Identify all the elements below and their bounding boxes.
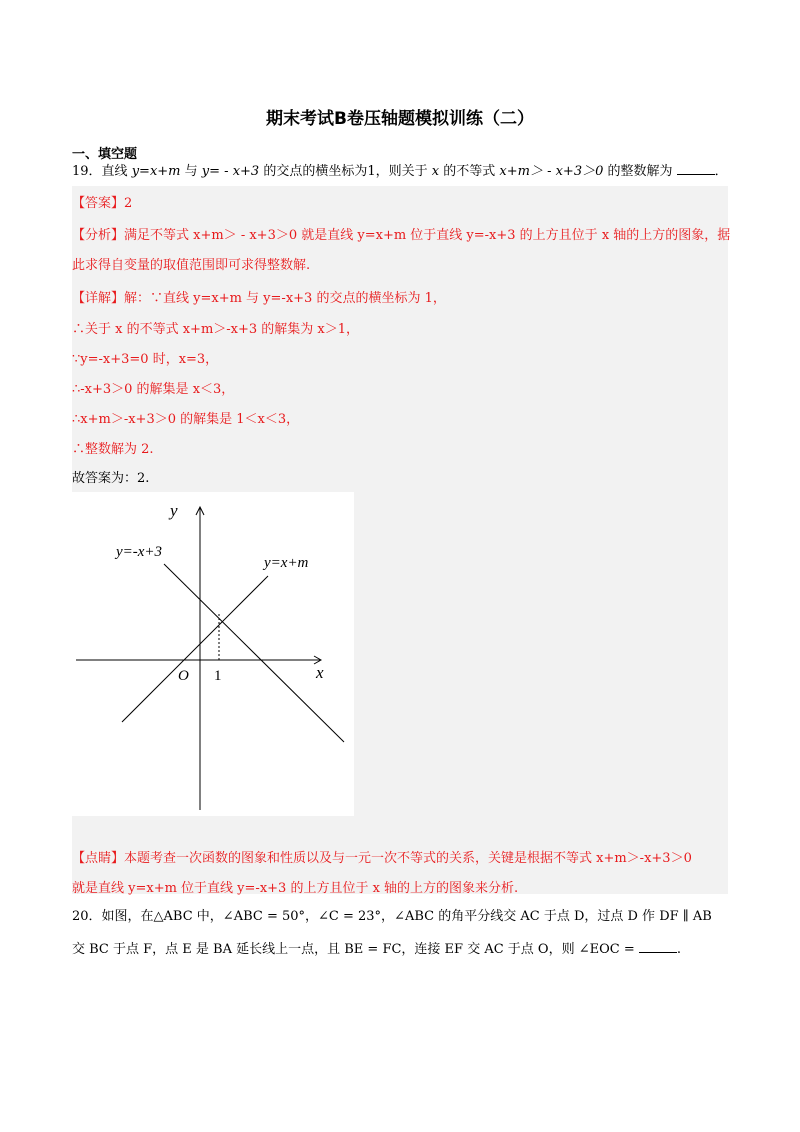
detail-line-2: ∴关于 x 的不等式 x+m＞-x+3 的解集为 x＞1， [72,322,360,337]
page-title: 期末考试B卷压轴题模拟训练（二） [266,109,534,129]
origin-label: O [178,668,189,684]
x-axis-label: x [316,663,324,682]
question-20-line-1: 20．如图，在△ABC 中，∠ABC = 50°，∠C = 23°，∠ABC 的角平分线交 AC 于点 D，过点 D 作 DF ∥ AB [72,909,712,924]
analysis-line-1: 【分析】满足不等式 x+m＞ - x+3＞0 就是直线 y=x+m 位于直线 y=-x+3 的上方且位于 x 轴的上方的图象，据 [72,228,731,243]
analysis-line-2: 此求得自变量的取值范围即可求得整数解. [72,258,311,273]
answer-blank[interactable] [677,162,715,175]
line-y-x-plus-m [122,576,268,722]
question-20-line-2: 交 BC 于点 F，点 E 是 BA 延长线上一点，且 BE = FC，连接 EF 交 AC 于点 O，则 ∠EOC = . [72,942,682,957]
line-label-pos: y=x+m [264,555,309,571]
line-label-neg: y=-x+3 [116,544,163,560]
graph-figure [72,492,354,816]
question-number: 19． [72,164,102,179]
section-heading: 一、填空题 [72,147,138,162]
comment-line-2: 就是直线 y=x+m 位于直线 y=-x+3 的上方且位于 x 轴的上方的图象来分析. [72,881,519,896]
detail-line-6: ∴整数解为 2. [72,442,154,457]
answer-line: 【答案】2 [72,196,133,211]
answer-blank-20[interactable] [639,940,677,953]
comment-line-1: 【点睛】本题考查一次函数的图象和性质以及与一元一次不等式的关系，关键是根据不等式 x+m＞-x+3＞0 [72,851,692,866]
detail-line-5: ∴x+m＞-x+3＞0 的解集是 1＜x＜3， [72,412,300,427]
detail-line-4: ∴-x+3＞0 的解集是 x＜3， [72,382,235,397]
final-answer-line: 故答案为：2. [72,471,150,486]
detail-line-3: ∵y=-x+3=0 时，x=3， [72,352,219,367]
question-19: 19．直线 y=x+m 与 y= - x+3 的交点的横坐标为1，则关于 x 的不等式 x+m＞ - x+3＞0 的整数解为 ． [72,164,728,179]
y-axis-label: y [170,501,178,520]
detail-line-1: 【详解】解：∵直线 y=x+m 与 y=-x+3 的交点的横坐标为 1， [72,291,446,306]
tick-label-one: 1 [214,668,222,684]
